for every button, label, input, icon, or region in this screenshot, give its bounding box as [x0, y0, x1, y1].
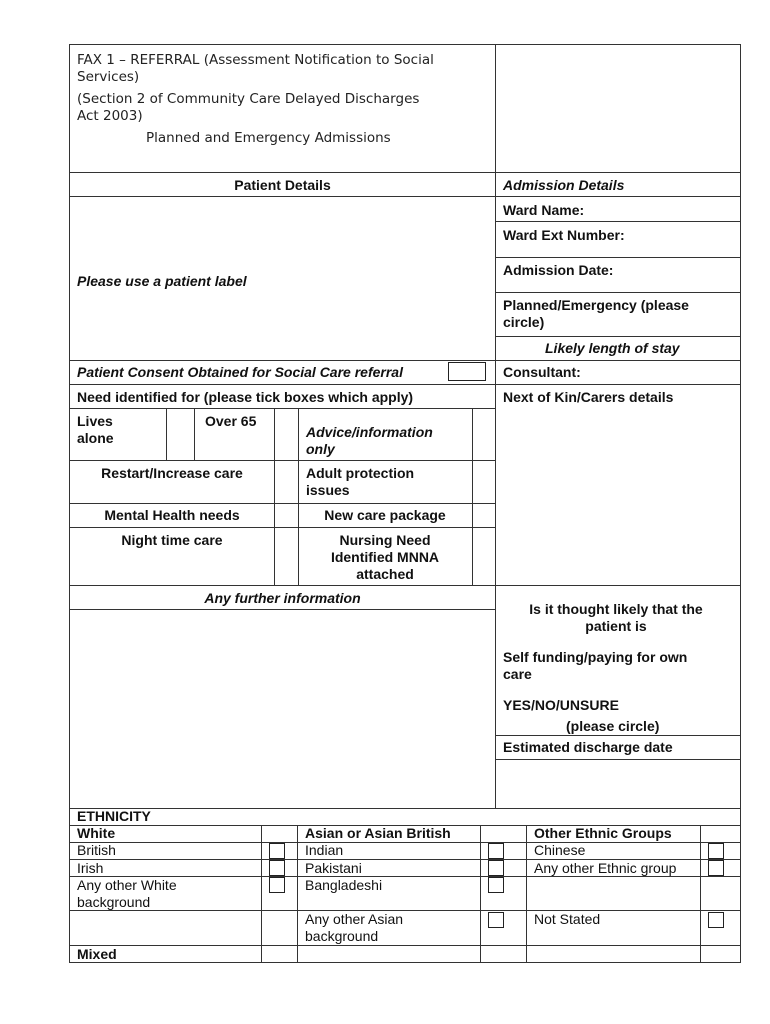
nursing-need-label-cont: Identified MNNA [330, 549, 440, 565]
act-reference: (Section 2 of Community Care Delayed Discharges [77, 91, 420, 107]
next-of-kin-label: Next of Kin/Carers details [503, 389, 674, 405]
not-stated-label: Not Stated [534, 911, 601, 927]
rule [69, 962, 741, 963]
planned-emergency-label: Planned/Emergency (please [503, 297, 689, 313]
chinese-checkbox[interactable] [708, 843, 724, 859]
act-reference-cont: Act 2003) [77, 108, 143, 124]
ward-ext-label: Ward Ext Number: [503, 227, 625, 243]
rule [69, 585, 741, 586]
rule [69, 910, 741, 911]
indian-checkbox[interactable] [488, 843, 504, 859]
irish-checkbox[interactable] [269, 860, 285, 876]
consultant-label: Consultant: [503, 364, 581, 380]
asian-heading: Asian or Asian British [305, 825, 451, 841]
bangladeshi-label: Bangladeshi [305, 877, 383, 893]
rule [480, 825, 481, 962]
bangladeshi-checkbox[interactable] [488, 877, 504, 893]
rule [297, 825, 298, 962]
rule [700, 825, 701, 962]
night-care-label: Night time care [121, 532, 223, 548]
planned-emergency-label-cont: circle) [503, 314, 545, 330]
ward-name-label: Ward Name: [503, 202, 585, 218]
form-title-cont: Services) [77, 69, 140, 85]
nursing-need-label: Nursing Need [339, 532, 431, 548]
mental-health-label: Mental Health needs [104, 507, 240, 523]
admission-date-label: Admission Date: [503, 262, 614, 278]
rule [69, 44, 741, 45]
rule [69, 842, 741, 843]
irish-label: Irish [77, 860, 104, 876]
length-of-stay-label: Likely length of stay [545, 340, 680, 356]
other-white-label: Any other White [77, 877, 177, 893]
rule [194, 408, 195, 460]
thought-likely-label-cont: patient is [585, 618, 647, 634]
any-other-group-label: Any other Ethnic group [534, 860, 677, 876]
white-heading: White [77, 825, 116, 841]
rule [495, 292, 741, 293]
rule [261, 825, 262, 962]
british-checkbox[interactable] [269, 843, 285, 859]
not-stated-checkbox[interactable] [708, 912, 724, 928]
consent-label: Patient Consent Obtained for Social Care referral [77, 364, 403, 380]
rule [166, 408, 167, 460]
new-care-package-label: New care package [324, 507, 446, 523]
rule [69, 172, 741, 173]
rule [69, 408, 496, 409]
further-info-field[interactable] [70, 610, 495, 808]
other-asian-checkbox[interactable] [488, 912, 504, 928]
chinese-label: Chinese [534, 842, 586, 858]
nursing-need-label-end: attached [356, 566, 414, 582]
patient-details-heading: Patient Details [234, 177, 331, 193]
advice-label: Advice/information [306, 424, 433, 440]
mixed-heading: Mixed [77, 946, 117, 962]
other-white-label-cont: background [77, 894, 151, 910]
self-funding-label-cont: care [503, 666, 532, 682]
restart-care-label: Restart/Increase care [101, 465, 243, 481]
admission-details-heading: Admission Details [503, 177, 625, 193]
rule [495, 44, 496, 808]
rule [472, 408, 473, 585]
other-groups-heading: Other Ethnic Groups [534, 825, 672, 841]
rule [69, 384, 741, 385]
any-other-group-checkbox[interactable] [708, 860, 724, 876]
self-funding-label: Self funding/paying for own [503, 649, 688, 665]
patient-label-prompt: Please use a patient label [77, 273, 247, 289]
other-asian-label: Any other Asian [305, 911, 404, 927]
adult-protection-label: Adult protection [306, 465, 415, 481]
rule [526, 825, 527, 962]
rule [495, 221, 741, 222]
over-65-label: Over 65 [205, 413, 257, 429]
rule [69, 808, 741, 809]
rule [69, 360, 741, 361]
discharge-date-label: Estimated discharge date [503, 739, 673, 755]
adult-protection-label-cont: issues [306, 482, 350, 498]
rule [69, 460, 496, 461]
rule [69, 196, 741, 197]
lives-alone-label-cont: alone [77, 430, 114, 446]
lives-alone-label: Lives [77, 413, 113, 429]
other-white-checkbox[interactable] [269, 877, 285, 893]
rule [495, 336, 741, 337]
admission-type-heading: Planned and Emergency Admissions [146, 130, 391, 146]
pakistani-label: Pakistani [305, 860, 362, 876]
rule [495, 257, 741, 258]
indian-label: Indian [305, 842, 344, 858]
discharge-date-field[interactable] [496, 760, 740, 807]
rule [69, 527, 496, 528]
thought-likely-label: Is it thought likely that the [529, 601, 703, 617]
yes-no-unsure-options[interactable]: YES/NO/UNSURE [503, 697, 619, 713]
advice-label-cont: only [306, 441, 335, 457]
pakistani-checkbox[interactable] [488, 860, 504, 876]
further-info-heading: Any further information [204, 590, 361, 606]
need-identified-label: Need identified for (please tick boxes which apply) [77, 389, 414, 405]
british-label: British [77, 842, 116, 858]
ethnicity-heading: ETHNICITY [77, 808, 151, 824]
form-title: FAX 1 – REFERRAL (Assessment Notification to Social [77, 52, 434, 68]
rule [69, 503, 496, 504]
other-asian-label-cont: background [305, 928, 379, 944]
please-circle-note: (please circle) [566, 718, 660, 734]
rule [69, 945, 741, 946]
rule [495, 735, 741, 736]
rule [274, 408, 275, 585]
consent-checkbox[interactable] [448, 362, 486, 381]
